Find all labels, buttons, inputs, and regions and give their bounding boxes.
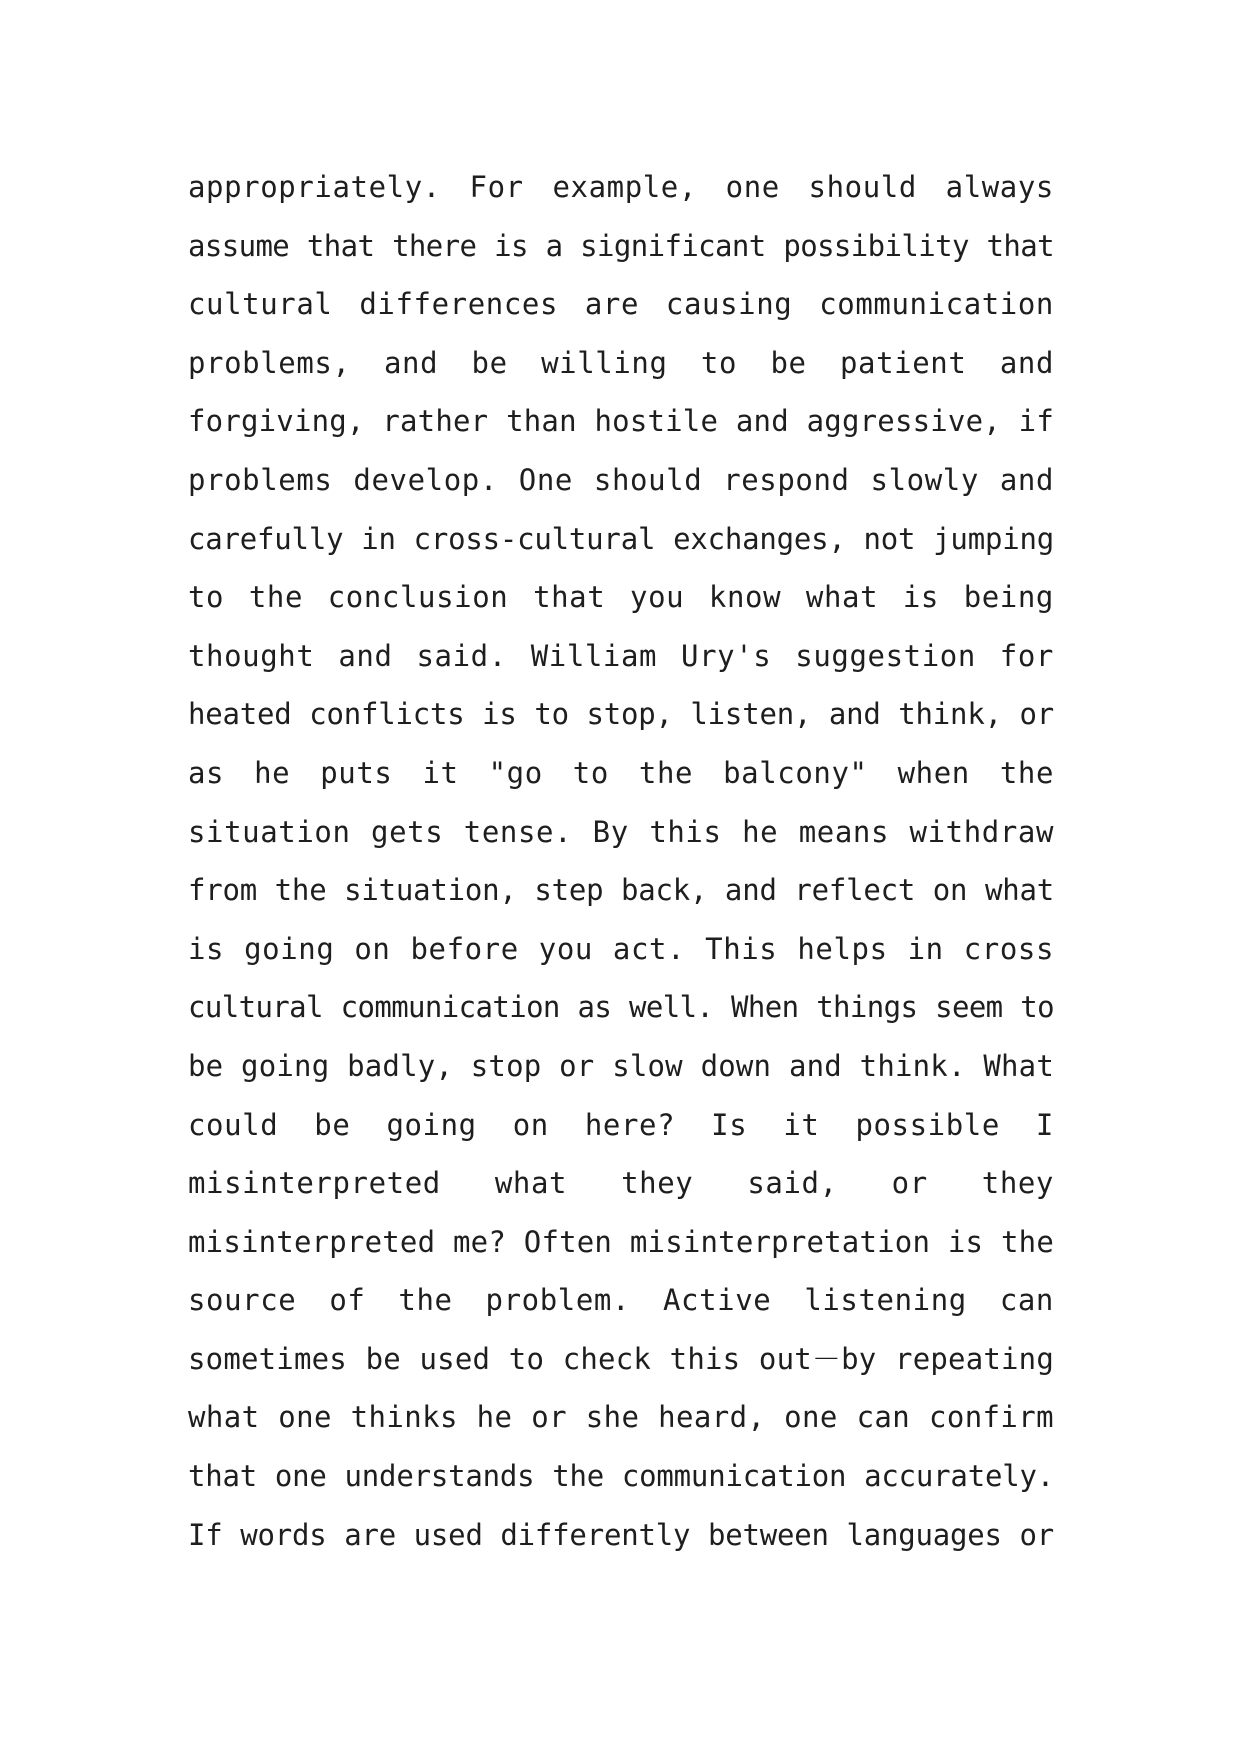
text-line: is going on before you act. This helps in cross bbox=[188, 931, 1054, 966]
text-line: source of the problem. Active listening can bbox=[188, 1283, 1054, 1318]
text-line: cultural differences are causing communication bbox=[188, 287, 1054, 322]
text-line: situation gets tense. By this he means withdraw bbox=[188, 814, 1054, 849]
text-line: as he puts it "go to the balcony" when the bbox=[188, 755, 1054, 790]
text-line: from the situation, step back, and reflect on what bbox=[188, 873, 1054, 908]
text-line: misinterpreted what they said, or they bbox=[188, 1166, 1054, 1201]
text-line: to the conclusion that you know what is being bbox=[188, 580, 1054, 615]
body-text bbox=[188, 161, 1054, 1567]
text-line: problems, and be willing to be patient and bbox=[188, 345, 1054, 380]
text-line: be going badly, stop or slow down and think. What bbox=[188, 1048, 1054, 1083]
text-line: assume that there is a significant possibility that bbox=[188, 228, 1054, 263]
text-line: If words are used differently between languages or bbox=[188, 1517, 1054, 1552]
text-line: heated conflicts is to stop, listen, and think, or bbox=[188, 697, 1054, 732]
text-line: misinterpreted me? Often misinterpretation is the bbox=[188, 1224, 1054, 1259]
text-line: appropriately. For example, one should always bbox=[188, 170, 1054, 204]
text-line: forgiving, rather than hostile and aggressive, if bbox=[188, 404, 1054, 439]
text-line: could be going on here? Is it possible I bbox=[188, 1107, 1054, 1142]
text-line: sometimes be used to check this out－by repeating bbox=[188, 1341, 1054, 1376]
text-line: cultural communication as well. When things seem to bbox=[188, 990, 1054, 1025]
text-line: carefully in cross-cultural exchanges, not jumping bbox=[188, 521, 1054, 556]
text-line: what one thinks he or she heard, one can confirm bbox=[188, 1400, 1054, 1435]
text-line: problems develop. One should respond slowly and bbox=[188, 462, 1054, 497]
text-line: that one understands the communication accurately. bbox=[188, 1459, 1054, 1494]
text-line: thought and said. William Ury's suggestion for bbox=[188, 638, 1054, 673]
